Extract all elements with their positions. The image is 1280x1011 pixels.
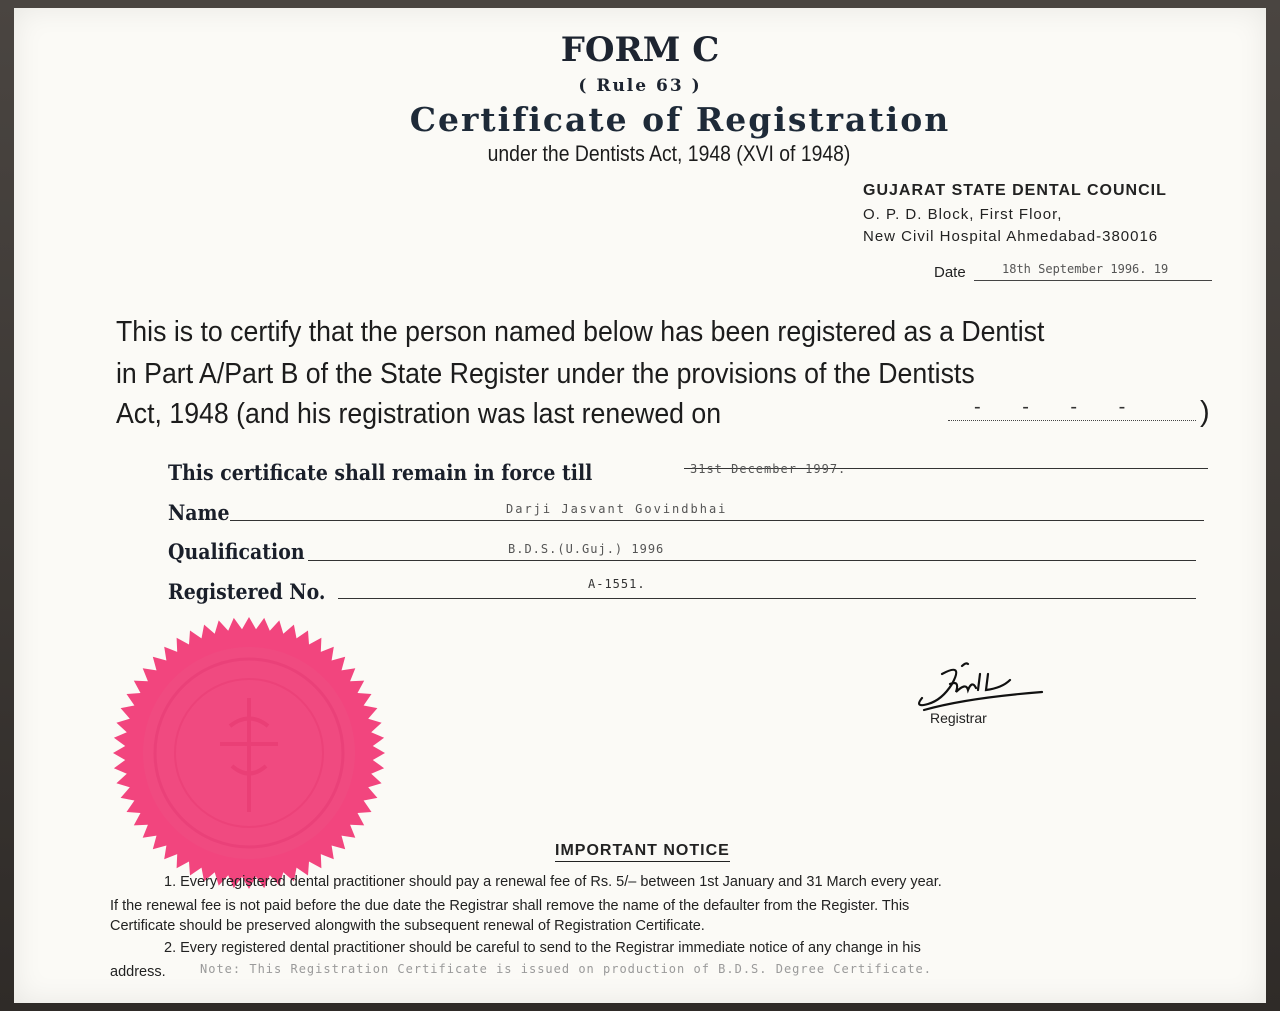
notice-item1-line1: 1. Every registered dental practitioner should pay a renewal fee of Rs. 5/– between 1st January and 31 March every year. [164, 874, 942, 890]
certification-line1: This is to certify that the person named below has been registered as a Dentist [116, 316, 1045, 348]
date-underline [974, 280, 1212, 281]
certification-line3: Act, 1948 (and his registration was last renewed on [116, 398, 722, 430]
registrar-title: Registrar [930, 710, 987, 726]
wax-seal-icon [112, 616, 386, 890]
notice-title: IMPORTANT NOTICE [555, 842, 730, 862]
notice-item1-line3: Certificate should be preserved alongwith the subsequent renewal of Registration Certificate. [110, 918, 705, 934]
rule-reference: ( Rule 63 ) [578, 76, 702, 96]
registered-no-line [338, 598, 1196, 599]
notice-item2-line2: address. [110, 964, 166, 980]
council-name: GUJARAT STATE DENTAL COUNCIL [863, 182, 1167, 199]
registered-no-value: A-1551. [588, 577, 646, 591]
council-address-line1: O. P. D. Block, First Floor, [863, 206, 1063, 223]
name-line [230, 520, 1204, 521]
act-reference: under the Dentists Act, 1948 (XVI of 1948) [487, 141, 851, 166]
closing-parenthesis: ) [1200, 396, 1210, 428]
in-force-label: This certificate shall remain in force till [168, 460, 593, 485]
name-label: Name [168, 500, 230, 525]
notice-item2-line1: 2. Every registered dental practitioner should be careful to send to the Registrar immediate notice of any change in his [164, 940, 921, 956]
notice-item1-line2: If the renewal fee is not paid before the due date the Registrar shall remove the name of the defaulter from the Register. This [110, 898, 910, 914]
council-address-line2: New Civil Hospital Ahmedabad-380016 [863, 228, 1159, 245]
certificate-paper [14, 8, 1266, 1003]
qualification-value: B.D.S.(U.Guj.) 1996 [508, 542, 665, 556]
registrar-signature [906, 654, 1056, 716]
notice-note: Note: This Registration Certificate is issued on production of B.D.S. Degree Certificate. [200, 962, 932, 976]
certification-line2: in Part A/Part B of the State Register under the provisions of the Dentists [116, 358, 975, 390]
name-value: Darji Jasvant Govindbhai [506, 502, 728, 516]
qualification-line [308, 560, 1196, 561]
date-label: Date [934, 264, 966, 281]
registered-no-label: Registered No. [168, 579, 326, 604]
qualification-label: Qualification [168, 539, 305, 564]
renewal-dotted-line [948, 420, 1196, 421]
certificate-title: Certificate of Registration [409, 100, 951, 139]
form-title: FORM C [560, 30, 720, 70]
renewal-date-value: - - - - [974, 396, 1144, 418]
date-value: 18th September 1996. 19 [1002, 262, 1169, 276]
in-force-value: 31st December 1997. [690, 462, 847, 476]
